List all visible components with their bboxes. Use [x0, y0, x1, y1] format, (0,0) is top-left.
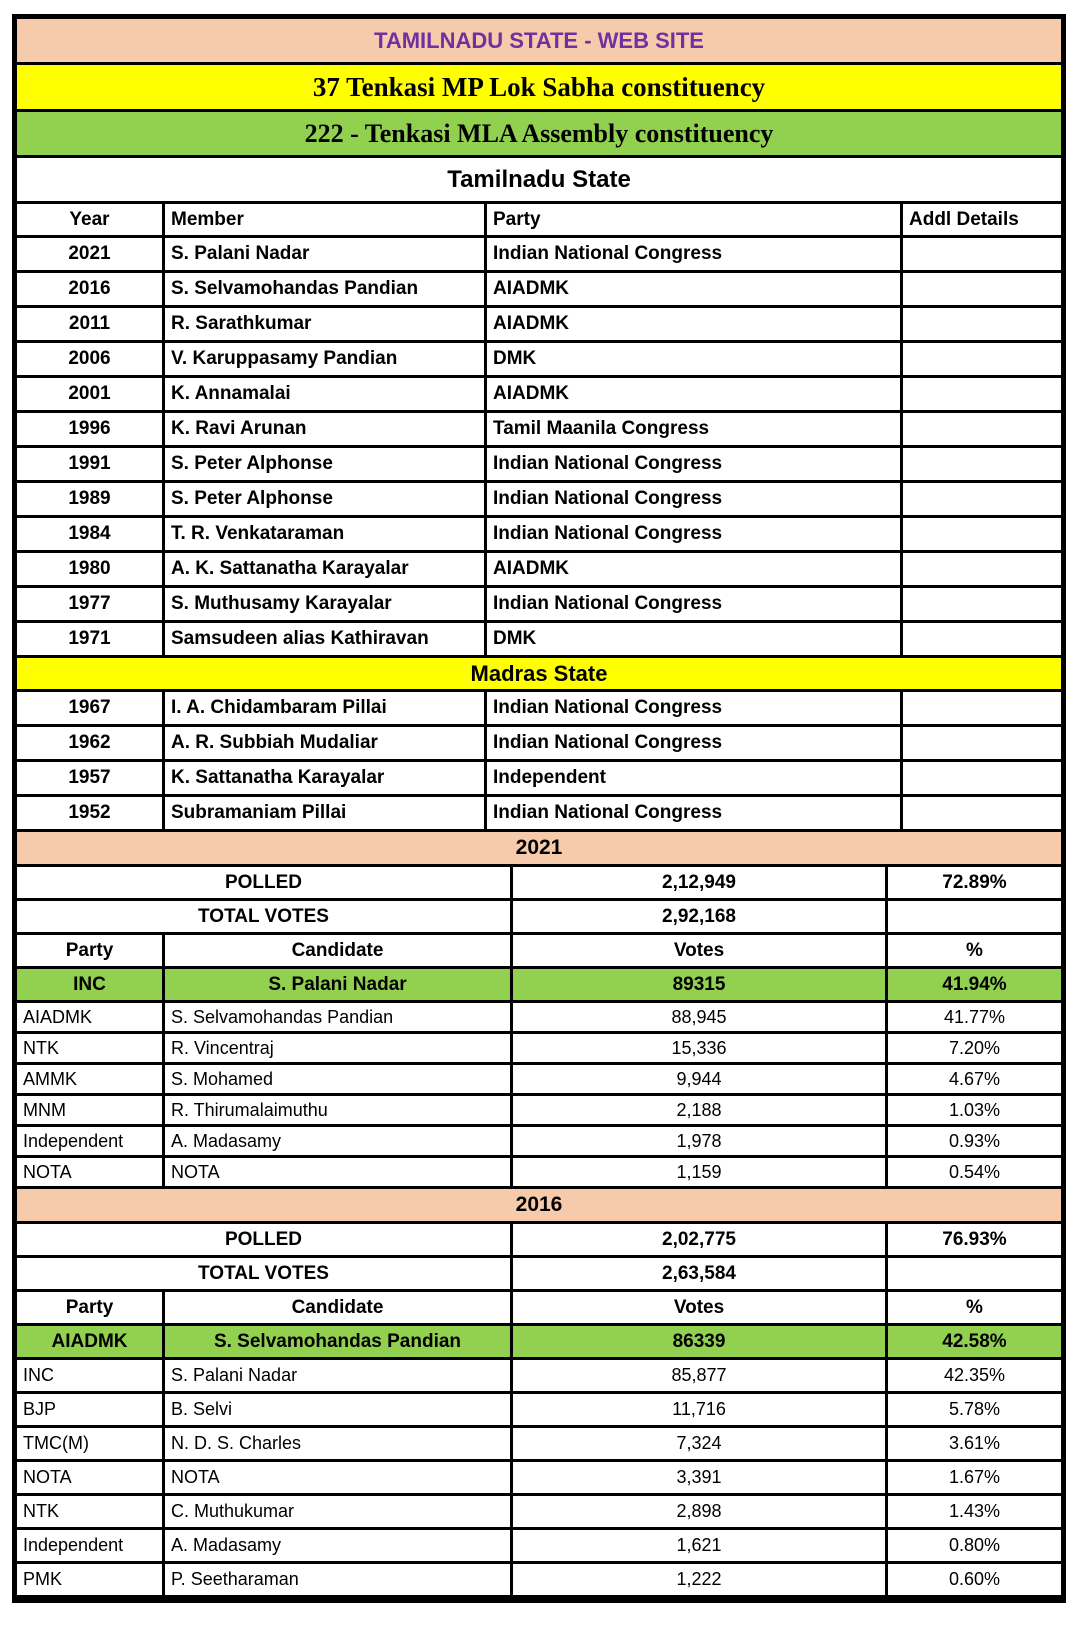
member-row-cell: 1952 — [17, 797, 165, 829]
site-title-banner — [17, 19, 1061, 65]
result-row — [17, 1127, 1061, 1158]
result-row — [17, 1462, 1061, 1496]
member-row-cell: 1957 — [17, 762, 165, 794]
winner-row-cell: 89315 — [513, 969, 888, 1000]
total-votes-label: TOTAL VOTES — [17, 901, 513, 932]
member-row-cell: S. Palani Nadar — [165, 238, 487, 270]
result-row-cell: 1.67% — [948, 1467, 1001, 1487]
member-row-cell: 1971 — [17, 623, 165, 655]
members-table-tamilnadu — [17, 238, 1061, 658]
results-header-2021 — [17, 935, 1061, 969]
member-row-cell: S. Peter Alphonse — [165, 483, 487, 515]
result-row — [17, 1360, 1061, 1394]
result-row-cell: 3,391 — [513, 1462, 888, 1493]
member-row-cell: A. K. Sattanatha Karayalar — [165, 553, 487, 585]
winner-row-cell: INC — [17, 969, 165, 1000]
result-row-cell: A. Madasamy — [165, 1530, 513, 1561]
member-row-cell: Tamil Maanila Congress — [487, 413, 903, 445]
member-row-cell — [903, 797, 1061, 829]
member-row-cell: 1977 — [17, 588, 165, 620]
result-row-cell: 41.77% — [943, 1006, 1006, 1027]
result-row-cell: S. Palani Nadar — [165, 1360, 513, 1391]
member-row-cell — [903, 483, 1061, 515]
result-row-cell: S. Selvamohandas Pandian — [165, 1003, 513, 1031]
member-row-cell: T. R. Venkataraman — [165, 518, 487, 550]
mla-constituency-title: 222 - Tenkasi MLA Assembly constituency — [304, 118, 774, 148]
total-votes-value: 2,63,584 — [513, 1258, 888, 1289]
result-row-cell: 85,877 — [513, 1360, 888, 1391]
member-row-cell: Indian National Congress — [487, 797, 903, 829]
result-row-cell: 1,159 — [513, 1158, 888, 1186]
member-row-cell: Independent — [487, 762, 903, 794]
results-header-row — [17, 935, 1061, 969]
member-row-cell: AIADMK — [487, 553, 903, 585]
election-2016-year: 2016 — [515, 1193, 563, 1216]
member-row-cell — [903, 692, 1061, 724]
mp-constituency-title: 37 Tenkasi MP Lok Sabha constituency — [312, 71, 766, 102]
total-votes-value: 2,92,168 — [513, 901, 888, 932]
member-row-cell: AIADMK — [487, 273, 903, 305]
total-votes-percent — [888, 901, 1061, 932]
result-row-cell: BJP — [17, 1394, 165, 1425]
result-row-cell: A. Madasamy — [165, 1127, 513, 1155]
result-row-cell: 7.20% — [948, 1037, 1001, 1058]
results-header-row-cell: Candidate — [165, 935, 513, 966]
member-row-cell — [903, 413, 1061, 445]
result-row-cell: 4.67% — [948, 1068, 1001, 1089]
result-row-cell: 11,716 — [513, 1394, 888, 1425]
member-row — [17, 448, 1061, 483]
polled-percent: 76.93% — [942, 1228, 1007, 1250]
member-row-cell: S. Selvamohandas Pandian — [165, 273, 487, 305]
member-row-cell: Samsudeen alias Kathiravan — [165, 623, 487, 655]
member-row — [17, 238, 1061, 273]
member-row-cell — [903, 623, 1061, 655]
member-row-cell: 1989 — [17, 483, 165, 515]
member-row-cell: K. Ravi Arunan — [165, 413, 487, 445]
election-2021-banner — [17, 832, 1061, 867]
member-row-cell: 1967 — [17, 692, 165, 724]
member-row-cell: V. Karuppasamy Pandian — [165, 343, 487, 375]
member-row-cell: S. Muthusamy Karayalar — [165, 588, 487, 620]
member-row-cell: Indian National Congress — [487, 588, 903, 620]
results-header-row-cell: % — [966, 939, 983, 961]
member-row — [17, 797, 1061, 832]
result-row-cell: NOTA — [17, 1158, 165, 1186]
result-row-cell: 9,944 — [513, 1065, 888, 1093]
result-row-cell: 1,978 — [513, 1127, 888, 1155]
polled-label: POLLED — [17, 1224, 513, 1255]
members-table-header — [17, 204, 1061, 238]
result-row-cell: R. Vincentraj — [165, 1034, 513, 1062]
member-row-cell: A. R. Subbiah Mudaliar — [165, 727, 487, 759]
result-row-cell: NTK — [17, 1034, 165, 1062]
member-row-cell: K. Sattanatha Karayalar — [165, 762, 487, 794]
members-header-row-cell: Year — [17, 204, 165, 235]
total-votes-percent — [888, 1258, 1061, 1289]
polled-percent: 72.89% — [942, 871, 1007, 893]
result-row-cell: 1.03% — [948, 1099, 1001, 1120]
result-row-cell: 1.43% — [948, 1501, 1001, 1521]
mp-constituency-banner — [17, 65, 1061, 112]
result-row-cell: 7,324 — [513, 1428, 888, 1459]
member-row-cell: 2006 — [17, 343, 165, 375]
member-row-cell: 1991 — [17, 448, 165, 480]
member-row-cell: AIADMK — [487, 378, 903, 410]
member-row-cell: K. Annamalai — [165, 378, 487, 410]
result-row-cell: MNM — [17, 1096, 165, 1124]
result-row — [17, 1530, 1061, 1564]
member-row-cell: Indian National Congress — [487, 727, 903, 759]
member-row-cell: I. A. Chidambaram Pillai — [165, 692, 487, 724]
election-2016-banner — [17, 1189, 1061, 1224]
members-header-row-cell: Party — [487, 204, 903, 235]
member-row-cell: Subramaniam Pillai — [165, 797, 487, 829]
result-row-cell: P. Seetharaman — [165, 1564, 513, 1595]
result-row — [17, 1158, 1061, 1189]
result-row-cell: Independent — [17, 1127, 165, 1155]
member-row-cell: 1984 — [17, 518, 165, 550]
result-row — [17, 1394, 1061, 1428]
polled-label: POLLED — [17, 867, 513, 898]
member-row — [17, 308, 1061, 343]
member-row-cell — [903, 448, 1061, 480]
total-votes-row-2021 — [17, 901, 1061, 935]
result-row-cell: 3.61% — [948, 1433, 1001, 1453]
madras-state-label: Madras State — [470, 660, 608, 686]
result-row — [17, 1096, 1061, 1127]
result-row-cell: S. Mohamed — [165, 1065, 513, 1093]
result-row-cell: R. Thirumalaimuthu — [165, 1096, 513, 1124]
winner-row — [17, 969, 1061, 1003]
results-header-2016 — [17, 1292, 1061, 1326]
results-table-2021 — [17, 1003, 1061, 1189]
tamilnadu-state-label: Tamilnadu State — [447, 165, 631, 193]
result-row-cell: 2,188 — [513, 1096, 888, 1124]
mla-constituency-banner — [17, 112, 1061, 158]
election-2021-year: 2021 — [515, 836, 563, 859]
member-row-cell: 1962 — [17, 727, 165, 759]
winner-row-cell: 86339 — [513, 1326, 888, 1357]
results-header-row-cell: Party — [17, 935, 165, 966]
result-row-cell: AIADMK — [17, 1003, 165, 1031]
winner-row-cell: S. Palani Nadar — [165, 969, 513, 1000]
results-header-row-cell: Votes — [513, 1292, 888, 1323]
result-row-cell: N. D. S. Charles — [165, 1428, 513, 1459]
result-row-cell: INC — [17, 1360, 165, 1391]
member-row-cell: AIADMK — [487, 308, 903, 340]
member-row-cell — [903, 762, 1061, 794]
total-votes-row-2016 — [17, 1258, 1061, 1292]
member-row-cell: DMK — [487, 623, 903, 655]
results-header-row — [17, 1292, 1061, 1326]
member-row — [17, 692, 1061, 727]
result-row-cell: NOTA — [165, 1158, 513, 1186]
winner-row-2021 — [17, 969, 1061, 1003]
member-row-cell: Indian National Congress — [487, 483, 903, 515]
result-row-cell: 0.60% — [948, 1569, 1001, 1589]
member-row-cell — [903, 588, 1061, 620]
member-row — [17, 727, 1061, 762]
result-row-cell: NTK — [17, 1496, 165, 1527]
winner-row-cell: S. Selvamohandas Pandian — [165, 1326, 513, 1357]
winner-row-2016 — [17, 1326, 1061, 1360]
member-row-cell: 2011 — [17, 308, 165, 340]
member-row-cell: Indian National Congress — [487, 448, 903, 480]
member-row-cell: 2021 — [17, 238, 165, 270]
member-row-cell: Indian National Congress — [487, 692, 903, 724]
result-row-cell: AMMK — [17, 1065, 165, 1093]
member-row-cell: R. Sarathkumar — [165, 308, 487, 340]
results-header-row-cell: Votes — [513, 935, 888, 966]
result-row-cell: 5.78% — [948, 1399, 1001, 1419]
result-row-cell: 42.35% — [943, 1365, 1006, 1385]
member-row-cell: 1980 — [17, 553, 165, 585]
member-row-cell: Indian National Congress — [487, 518, 903, 550]
site-title: TAMILNADU STATE - WEB SITE — [374, 27, 704, 53]
members-table-madras — [17, 692, 1061, 832]
member-row — [17, 553, 1061, 588]
total-votes-label: TOTAL VOTES — [17, 1258, 513, 1289]
member-row-cell — [903, 343, 1061, 375]
result-row-cell: 15,336 — [513, 1034, 888, 1062]
member-row — [17, 413, 1061, 448]
result-row-cell: NOTA — [17, 1462, 165, 1493]
results-table-2016 — [17, 1360, 1061, 1598]
result-row-cell: Independent — [17, 1530, 165, 1561]
member-row-cell — [903, 238, 1061, 270]
member-row-cell — [903, 273, 1061, 305]
member-row-cell — [903, 727, 1061, 759]
member-row-cell: 2016 — [17, 273, 165, 305]
members-header-row-cell: Addl Details — [909, 208, 1019, 230]
members-header-row — [17, 204, 1061, 238]
tamilnadu-state-heading — [17, 158, 1061, 204]
member-row-cell — [903, 553, 1061, 585]
member-row-cell: S. Peter Alphonse — [165, 448, 487, 480]
member-row — [17, 273, 1061, 308]
result-row-cell: 1,621 — [513, 1530, 888, 1561]
result-row-cell: B. Selvi — [165, 1394, 513, 1425]
result-row-cell: C. Muthukumar — [165, 1496, 513, 1527]
polled-votes: 2,12,949 — [513, 867, 888, 898]
result-row-cell: PMK — [17, 1564, 165, 1595]
result-row-cell: 0.80% — [948, 1535, 1001, 1555]
constituency-sheet — [12, 14, 1066, 1603]
polled-votes: 2,02,775 — [513, 1224, 888, 1255]
member-row — [17, 343, 1061, 378]
result-row — [17, 1065, 1061, 1096]
results-header-row-cell: Candidate — [165, 1292, 513, 1323]
winner-row — [17, 1326, 1061, 1360]
member-row-cell: Indian National Congress — [487, 238, 903, 270]
result-row-cell: 0.93% — [948, 1130, 1001, 1151]
member-row-cell: DMK — [487, 343, 903, 375]
member-row-cell — [903, 378, 1061, 410]
member-row — [17, 762, 1061, 797]
winner-row-cell: AIADMK — [17, 1326, 165, 1357]
members-header-row-cell: Member — [165, 204, 487, 235]
member-row — [17, 378, 1061, 413]
result-row-cell: 1,222 — [513, 1564, 888, 1595]
results-header-row-cell: Party — [17, 1292, 165, 1323]
member-row-cell — [903, 308, 1061, 340]
result-row-cell: 0.54% — [948, 1161, 1001, 1182]
member-row-cell: 1996 — [17, 413, 165, 445]
member-row-cell — [903, 518, 1061, 550]
member-row — [17, 623, 1061, 658]
result-row — [17, 1564, 1061, 1598]
member-row — [17, 483, 1061, 518]
result-row — [17, 1034, 1061, 1065]
result-row-cell: TMC(M) — [17, 1428, 165, 1459]
polled-row-2016 — [17, 1224, 1061, 1258]
polled-row-2021 — [17, 867, 1061, 901]
results-header-row-cell: % — [966, 1296, 983, 1318]
winner-row-cell: 41.94% — [942, 973, 1007, 995]
result-row — [17, 1496, 1061, 1530]
result-row-cell: 88,945 — [513, 1003, 888, 1031]
madras-state-heading — [17, 658, 1061, 692]
result-row-cell: 2,898 — [513, 1496, 888, 1527]
member-row-cell: 2001 — [17, 378, 165, 410]
result-row-cell: NOTA — [165, 1462, 513, 1493]
page — [0, 14, 1078, 1603]
result-row — [17, 1003, 1061, 1034]
member-row — [17, 588, 1061, 623]
member-row — [17, 518, 1061, 553]
result-row — [17, 1428, 1061, 1462]
winner-row-cell: 42.58% — [942, 1330, 1007, 1352]
